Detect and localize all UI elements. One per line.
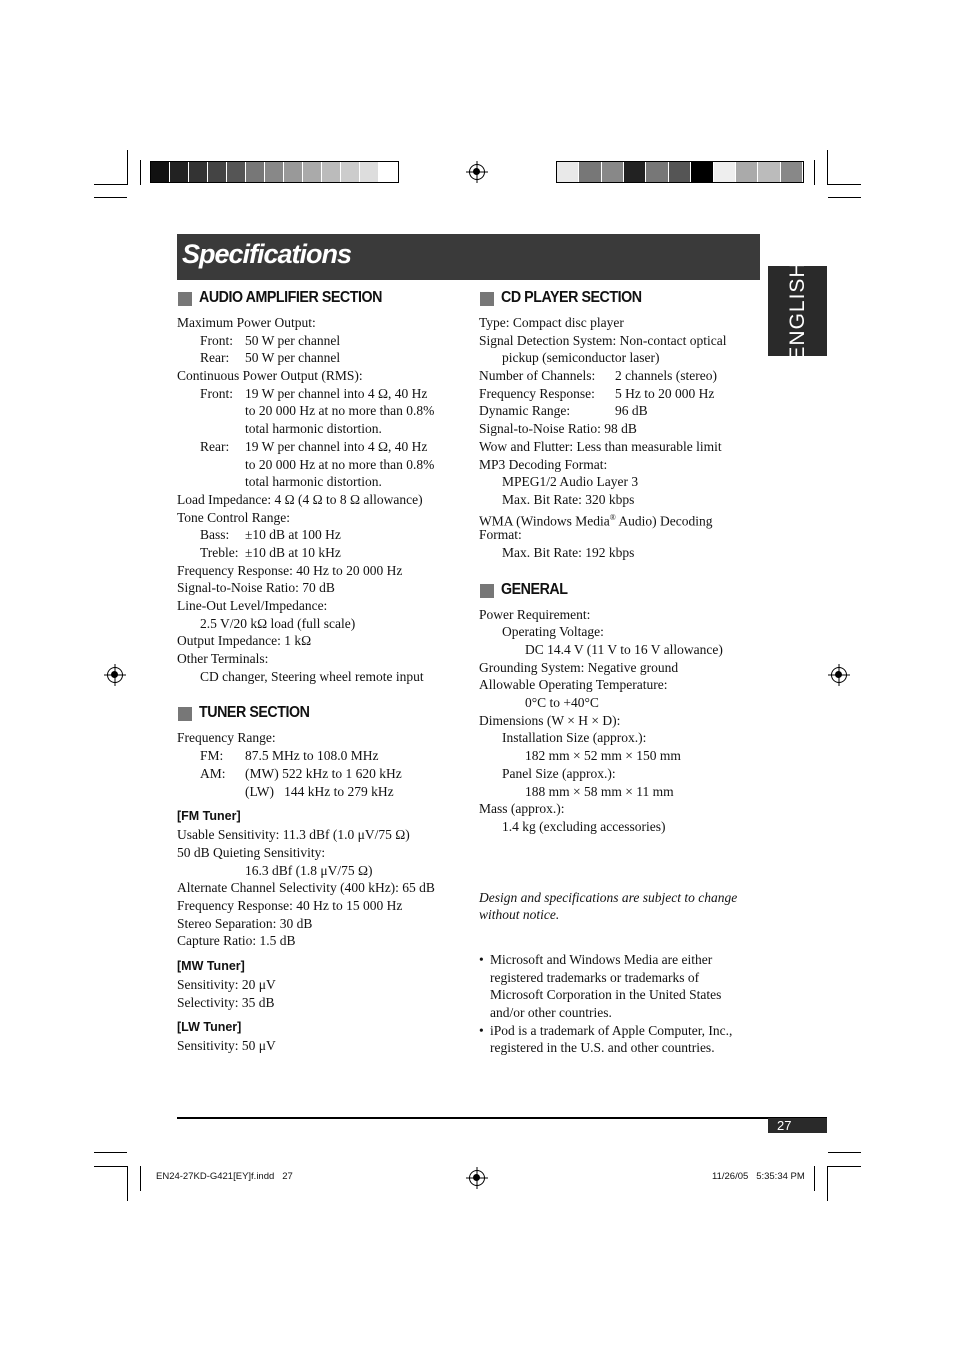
section-heading-cd: CD PLAYER SECTION [479, 289, 764, 313]
subheading-fm-tuner: [FM Tuner] [177, 809, 241, 824]
color-swatch [602, 162, 624, 182]
spec-line: Panel Size (approx.): [502, 765, 616, 781]
spec-line: MPEG1/2 Audio Layer 3 [502, 474, 639, 490]
spec-line: Front: 50 W per channel [200, 332, 341, 348]
spec-line: Selectivity: 35 dB [177, 994, 275, 1010]
color-swatch [208, 162, 227, 182]
slug-timestamp: 11/26/05 5:35:34 PM [712, 1171, 805, 1182]
registration-mark-icon [831, 667, 847, 683]
spec-line: Max. Bit Rate: 320 kbps [502, 491, 635, 507]
color-swatch [151, 162, 170, 182]
spec-line: DC 14.4 V (11 V to 16 V allowance) [525, 642, 723, 657]
spec-line: to 20 000 Hz at no more than 0.8% [245, 456, 435, 472]
section-heading-tuner: TUNER SECTION [177, 704, 467, 728]
color-swatch [265, 162, 284, 182]
crop-mark [814, 1166, 815, 1191]
spec-line: Tone Control Range: [177, 509, 291, 525]
spec-line: Front: 19 W per channel into 4 Ω, 40 Hz [200, 385, 428, 401]
spec-line: Signal-to-Noise Ratio: 70 dB [177, 580, 335, 596]
notice-text: without notice. [479, 907, 560, 923]
crop-mark [94, 1152, 127, 1153]
spec-line: Dynamic Range: 96 dB [479, 403, 648, 419]
color-swatch [758, 162, 780, 182]
trademark-line: and/or other countries. [490, 1005, 612, 1020]
spec-line: Operating Voltage: [502, 624, 604, 640]
spec-line: Alternate Channel Selectivity (400 kHz): 65 dB [177, 880, 435, 896]
spec-line: Signal-to-Noise Ratio: 98 dB [479, 421, 637, 437]
color-swatch [189, 162, 208, 182]
spec-line: Treble: ±10 dB at 10 kHz [200, 544, 341, 560]
trademark-line: Microsoft Corporation in the United States [490, 987, 722, 1003]
trademark-line: registered trademarks or trademarks of [490, 969, 700, 985]
footer-rule [177, 1117, 827, 1119]
color-swatch [646, 162, 668, 182]
left-column [177, 289, 467, 1055]
crop-mark [140, 1166, 141, 1191]
color-swatch [341, 162, 360, 182]
color-swatch [379, 162, 398, 182]
spec-line: Bass: ±10 dB at 100 Hz [200, 527, 341, 543]
spec-line: Format: [479, 527, 522, 543]
spec-line: 188 mm × 58 mm × 11 mm [525, 783, 674, 799]
spec-line: 182 mm × 52 mm × 150 mm [525, 748, 681, 764]
spec-line: Max. Bit Rate: 192 kbps [502, 544, 635, 560]
spec-line: Frequency Response: 5 Hz to 20 000 Hz [479, 385, 715, 401]
crop-mark [94, 184, 127, 185]
crop-mark [828, 197, 861, 198]
spec-line: Installation Size (approx.): [502, 730, 647, 746]
notice-text: Design and specifications are subject to change [479, 889, 738, 905]
spec-line: WMA (Windows Media® Audio) Decoding [479, 512, 713, 529]
spec-line: Maximum Power Output: [177, 315, 316, 330]
crop-mark [828, 184, 861, 185]
crop-mark [140, 160, 141, 185]
spec-line: (LW) 144 kHz to 279 kHz [245, 783, 394, 799]
spec-line: to 20 000 Hz at no more than 0.8% [245, 403, 435, 419]
crop-mark [94, 197, 127, 198]
language-tab [768, 261, 827, 361]
spec-line: 0°C to +40°C [525, 695, 599, 711]
color-swatch [781, 162, 803, 182]
color-swatch [303, 162, 322, 182]
spec-line: AM: (MW) 522 kHz to 1 620 kHz [200, 765, 402, 781]
spec-line: Other Terminals: [177, 651, 269, 667]
spec-line: Continuous Power Output (RMS): [177, 368, 363, 384]
page-number: 27 [768, 1118, 827, 1133]
slug-filename: EN24-27KD-G421[EY]f.indd 27 [156, 1171, 293, 1182]
registration-mark-icon [469, 164, 485, 180]
page-title: Specifications [182, 239, 352, 269]
spec-line: Stereo Separation: 30 dB [177, 915, 313, 931]
spec-line: Wow and Flutter: Less than measurable limit [479, 438, 722, 454]
spec-line: Type: Compact disc player [479, 315, 624, 330]
spec-line: Allowable Operating Temperature: [479, 677, 668, 693]
crop-mark [127, 1166, 128, 1201]
subheading-mw-tuner: [MW Tuner] [177, 959, 245, 973]
subheading-lw-tuner: [LW Tuner] [177, 1020, 242, 1035]
spec-line: Number of Channels: 2 channels (stereo) [479, 368, 717, 384]
spec-line: Signal Detection System: Non-contact optical [479, 332, 727, 348]
spec-line: Sensitivity: 50 μV [177, 1038, 276, 1054]
spec-line: Dimensions (W × H × D): [479, 712, 621, 728]
spec-line: 50 dB Quieting Sensitivity: [177, 844, 326, 860]
spec-line: MP3 Decoding Format: [479, 456, 608, 472]
spec-line: FM: 87.5 MHz to 108.0 MHz [200, 748, 379, 764]
color-swatch [246, 162, 265, 182]
color-swatch [736, 162, 758, 182]
color-swatch [669, 162, 691, 182]
right-column [479, 289, 764, 1057]
spec-line: total harmonic distortion. [245, 474, 382, 490]
spec-line: total harmonic distortion. [245, 421, 382, 437]
spec-line: Mass (approx.): [479, 801, 565, 817]
trademark-bullet: • Microsoft and Windows Media are either [479, 951, 764, 969]
color-swatch [227, 162, 246, 182]
section-heading-general: GENERAL [479, 581, 764, 605]
section-square-icon [178, 707, 192, 721]
spec-line: 1.4 kg (excluding accessories) [502, 818, 666, 834]
color-swatch [360, 162, 379, 182]
spec-line: Usable Sensitivity: 11.3 dBf (1.0 μV/75 Ω) [177, 827, 410, 843]
crop-mark [827, 1166, 828, 1201]
spec-line: Rear: 50 W per channel [200, 350, 341, 366]
color-swatch [624, 162, 646, 182]
section-square-icon [480, 292, 494, 306]
language-tab-label: ENGLISH [785, 261, 809, 361]
color-swatch [579, 162, 601, 182]
spec-line: CD changer, Steering wheel remote input [200, 668, 424, 684]
crop-mark [127, 150, 128, 185]
crop-mark [828, 1152, 861, 1153]
spec-line: 2.5 V/20 kΩ load (full scale) [200, 615, 356, 631]
title-bar [177, 234, 760, 280]
spec-line: Frequency Range: [177, 730, 276, 746]
section-square-icon [178, 292, 192, 306]
trademark-bullet: • iPod is a trademark of Apple Computer, Inc., [479, 1022, 764, 1040]
spec-line: 16.3 dBf (1.8 μV/75 Ω) [245, 862, 373, 878]
color-bar-right [556, 161, 804, 183]
color-swatch [284, 162, 303, 182]
spec-line: Frequency Response: 40 Hz to 20 000 Hz [177, 562, 403, 578]
registration-mark-icon [469, 1170, 485, 1186]
spec-line: Line-Out Level/Impedance: [177, 598, 328, 613]
registration-mark-icon [107, 667, 123, 683]
spec-line: Rear: 19 W per channel into 4 Ω, 40 Hz [200, 438, 428, 454]
spec-line: Frequency Response: 40 Hz to 15 000 Hz [177, 897, 403, 913]
spec-line: Capture Ratio: 1.5 dB [177, 933, 296, 949]
crop-mark [94, 1166, 127, 1167]
spec-line: pickup (semiconductor laser) [502, 350, 660, 366]
color-swatch [691, 162, 713, 182]
spec-line: Grounding System: Negative ground [479, 659, 679, 675]
section-square-icon [480, 584, 494, 598]
crop-mark [814, 160, 815, 185]
section-heading-audio: AUDIO AMPLIFIER SECTION [177, 289, 467, 313]
color-bar-left [150, 161, 399, 183]
color-swatch [170, 162, 189, 182]
trademark-line: registered in the U.S. and other countries. [490, 1040, 715, 1056]
spec-line: Load Impedance: 4 Ω (4 Ω to 8 Ω allowance) [177, 491, 423, 507]
color-swatch [557, 162, 579, 182]
color-swatch [322, 162, 341, 182]
spec-line: Sensitivity: 20 μV [177, 977, 276, 992]
color-swatch [714, 162, 736, 182]
spec-line: Output Impedance: 1 kΩ [177, 633, 312, 649]
spec-line: Power Requirement: [479, 606, 591, 622]
crop-mark [827, 150, 828, 185]
crop-mark [828, 1166, 861, 1167]
